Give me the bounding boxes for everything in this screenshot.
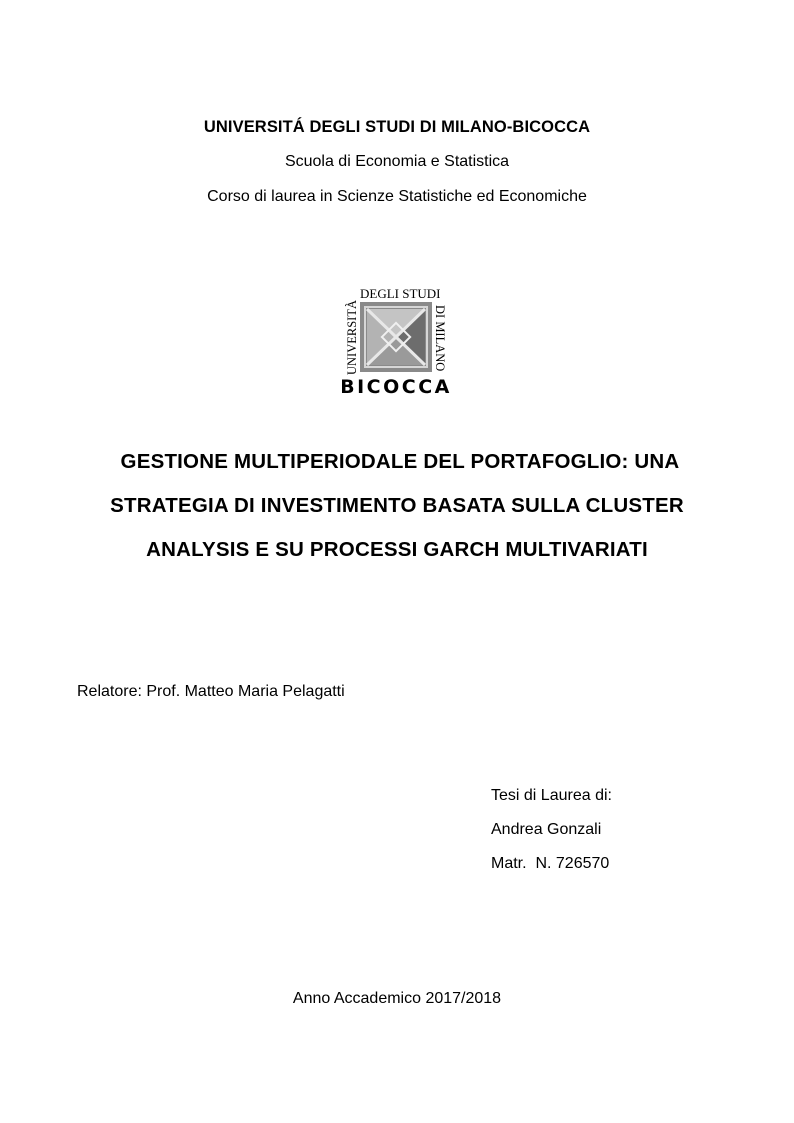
- logo-text-top: DEGLI STUDI: [360, 286, 441, 301]
- author-block: [491, 786, 612, 888]
- thesis-title-line-3: ANALYSIS E SU PROCESSI GARCH MULTIVARIATI: [146, 538, 648, 561]
- course-name: Corso di laurea in Scienze Statistiche ed Economiche: [207, 188, 587, 205]
- logo-text-right: DI MILANO: [433, 305, 447, 372]
- thesis-title-line-2: STRATEGIA DI INVESTIMENTO BASATA SULLA CLUSTER: [110, 494, 684, 517]
- advisor: Relatore: Prof. Matteo Maria Pelagatti: [77, 683, 345, 700]
- student-id: Matr. N. 726570: [491, 855, 610, 872]
- university-name: UNIVERSITÁ DEGLI STUDI DI MILANO-BICOCCA: [203, 118, 591, 136]
- academic-year: Anno Accademico 2017/2018: [292, 990, 502, 1007]
- school-name: Scuola di Economia e Statistica: [284, 153, 510, 170]
- logo-text-left: UNIVERSITÀ: [345, 300, 359, 375]
- thesis-title-line-1: GESTIONE MULTIPERIODALE DEL PORTAFOGLIO: UNA: [120, 450, 680, 473]
- logo-text-bottom: BICOCCA: [342, 376, 450, 397]
- bicocca-logo-icon: [342, 283, 450, 397]
- author-name: Andrea Gonzali: [491, 821, 602, 838]
- thesis-author-label: Tesi di Laurea di:: [491, 787, 612, 804]
